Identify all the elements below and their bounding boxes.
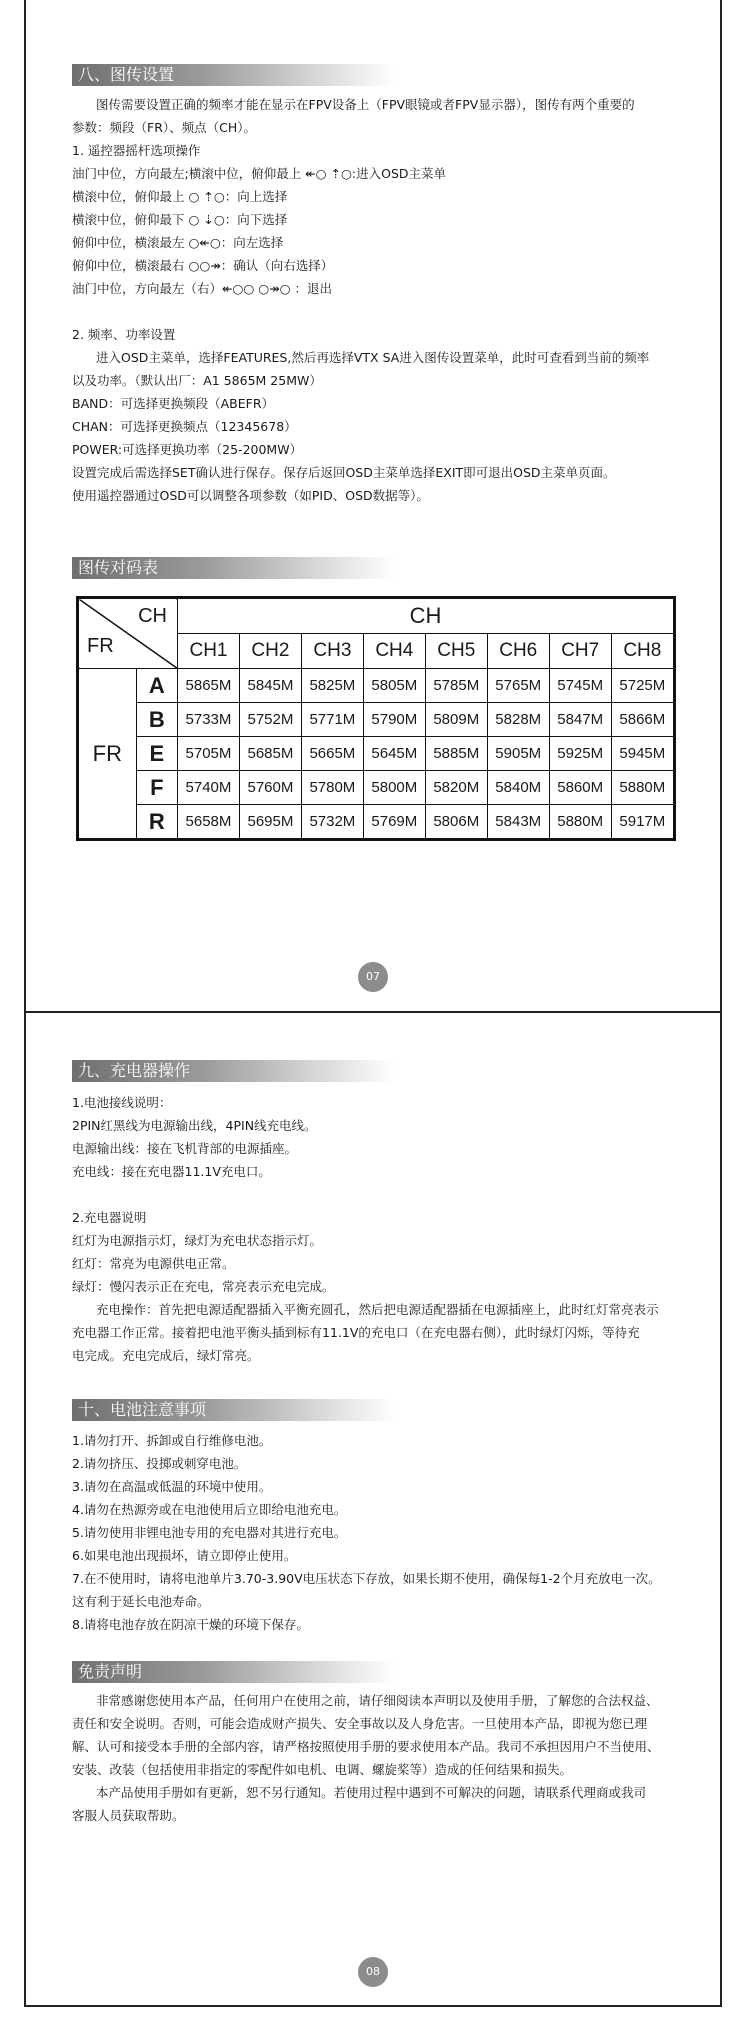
freq-cell: 5825M [301, 669, 363, 703]
band-label: R [136, 805, 177, 840]
freq-cell: 5771M [301, 703, 363, 737]
battery-item: 6.如果电池出现损坏，请立即停止使用。 [72, 1548, 297, 1563]
power-line: 使用遥控器通过OSD可以调整各项参数（如PID、OSD数据等）。 [72, 488, 429, 503]
freq-cell: 5880M [611, 771, 674, 805]
stick-op-line: 俯仰中位，横滚最右 ○○↠：确认（向右选择） [72, 258, 334, 273]
intro-line: 图传需要设置正确的频率才能在显示在FPV设备上（FPV眼镜或者FPV显示器），图传有两个重要的 [96, 97, 635, 112]
freq-cell: 5905M [487, 737, 549, 771]
freq-cell: 5760M [239, 771, 301, 805]
freq-cell: 5645M [363, 737, 425, 771]
freq-cell: 5840M [487, 771, 549, 805]
subsection-title: 2. 频率、功率设置 [72, 327, 176, 342]
freq-cell: 5658M [178, 805, 240, 840]
freq-cell: 5733M [178, 703, 240, 737]
freq-cell: 5847M [549, 703, 611, 737]
battery-item: 5.请勿使用非锂电池专用的充电器对其进行充电。 [72, 1525, 347, 1540]
section-title-frequency-table: 图传对码表 [72, 557, 396, 579]
charge-op-line: 电完成。充电完成后，绿灯常亮。 [72, 1348, 260, 1363]
charger-line: 电源输出线：接在飞机背部的电源插座。 [72, 1141, 298, 1156]
charger-line: 1.电池接线说明： [72, 1095, 172, 1110]
freq-cell: 5765M [487, 669, 549, 703]
manual-page-08 [24, 1011, 722, 2007]
ch-header: CH [178, 598, 675, 634]
table-row [78, 703, 675, 737]
disclaimer-line: 本产品使用手册如有更新，恕不另行通知。若使用过程中遇到不可解决的问题，请联系代理商或我司 [96, 1785, 647, 1800]
band-label: E [136, 737, 177, 771]
freq-cell: 5925M [549, 737, 611, 771]
charger-line: 充电线：接在充电器11.1V充电口。 [72, 1164, 271, 1179]
page-number: 08 [358, 1957, 388, 1987]
battery-item: 这有利于延长电池寿命。 [72, 1594, 210, 1609]
freq-cell: 5885M [425, 737, 487, 771]
freq-cell: 5820M [425, 771, 487, 805]
battery-item: 2.请勿挤压、投掷或刺穿电池。 [72, 1456, 247, 1471]
freq-cell: 5866M [611, 703, 674, 737]
disclaimer-body [72, 1689, 712, 1827]
channel-header: CH4 [363, 634, 425, 669]
charger-body [72, 1091, 712, 1367]
table-row [78, 771, 675, 805]
band-label: A [136, 669, 177, 703]
section-title-vtx-settings: 八、图传设置 [72, 64, 396, 86]
battery-item: 7.在不使用时，请将电池单片3.70-3.90V电压状态下存放，如果长期不使用，确保每1-2个月充放电一次。 [72, 1571, 661, 1586]
power-line: BAND：可选择更换频段（ABEFR） [72, 396, 275, 411]
freq-cell: 5732M [301, 805, 363, 840]
power-line: 以及功率。（默认出厂：A1 5865M 25MW） [72, 373, 322, 388]
channel-header: CH5 [425, 634, 487, 669]
freq-cell: 5695M [239, 805, 301, 840]
channel-header: CH3 [301, 634, 363, 669]
channel-header: CH8 [611, 634, 674, 669]
battery-notes [72, 1429, 712, 1636]
stick-op-line: 油门中位，方向最左（右）↞○○ ○↠○ ：退出 [72, 281, 333, 296]
freq-cell: 5805M [363, 669, 425, 703]
power-line: 设置完成后需选择SET确认进行保存。保存后返回OSD主菜单选择EXIT即可退出OSD主菜单页面。 [72, 465, 616, 480]
freq-cell: 5745M [549, 669, 611, 703]
power-line: CHAN：可选择更换频点（12345678） [72, 419, 297, 434]
freq-cell: 5809M [425, 703, 487, 737]
freq-cell: 5865M [178, 669, 240, 703]
disclaimer-line: 客服人员获取帮助。 [72, 1808, 185, 1823]
freq-cell: 5860M [549, 771, 611, 805]
stick-op-line: 横滚中位，俯仰最下 ○ ⇣○：向下选择 [72, 212, 288, 227]
table-row [78, 669, 675, 703]
disclaimer-line: 非常感谢您使用本产品，任何用户在使用之前，请仔细阅读本声明以及使用手册，了解您的合法权益、 [96, 1693, 659, 1708]
corner-fr-label: FR [87, 635, 114, 657]
band-label: B [136, 703, 177, 737]
table-corner [78, 598, 178, 669]
freq-cell: 5752M [239, 703, 301, 737]
power-line: 进入OSD主菜单，选择FEATURES,然后再选择VTX SA进入图传设置菜单，此时可查看到当前的频率 [96, 350, 650, 365]
battery-item: 1.请勿打开、拆卸或自行维修电池。 [72, 1433, 272, 1448]
subsection-title: 1. 遥控器摇杆选项操作 [72, 143, 201, 158]
charger-line: 2.充电器说明 [72, 1210, 147, 1225]
channel-header: CH6 [487, 634, 549, 669]
frequency-table [76, 596, 676, 841]
charger-line: 红灯为电源指示灯，绿灯为充电状态指示灯。 [72, 1233, 323, 1248]
power-line: POWER:可选择更换功率（25-200MW） [72, 442, 303, 457]
channel-header: CH1 [178, 634, 240, 669]
disclaimer-line: 解、认可和接受本手册的全部内容，请严格按照使用手册的要求使用本产品。我司不承担因用户不当使用、 [72, 1739, 660, 1754]
freq-cell: 5843M [487, 805, 549, 840]
manual-page-07 [24, 0, 722, 1013]
freq-cell: 5665M [301, 737, 363, 771]
charger-line: 红灯：常亮为电源供电正常。 [72, 1256, 235, 1271]
stick-op-line: 油门中位，方向最左;横滚中位，俯仰最上 ↞○ ⇡○:进入OSD主菜单 [72, 166, 447, 181]
freq-cell: 5769M [363, 805, 425, 840]
disclaimer-line: 责任和安全说明。否则，可能会造成财产损失、安全事故以及人身危害。一旦使用本产品，即视为您已理 [72, 1716, 648, 1731]
charge-op-line: 充电操作：首先把电源适配器插入平衡充圆孔，然后把电源适配器插在电源插座上，此时红灯常亮表示 [96, 1302, 659, 1317]
freq-cell: 5780M [301, 771, 363, 805]
disclaimer-line: 安装、改装（包括使用非指定的零配件如电机、电调、螺旋桨等）造成的任何结果和损失。 [72, 1762, 573, 1777]
channel-header: CH2 [239, 634, 301, 669]
corner-ch-label: CH [138, 605, 167, 627]
stick-op-line: 横滚中位，俯仰最上 ○ ⇡○：向上选择 [72, 189, 288, 204]
freq-cell: 5705M [178, 737, 240, 771]
table-row [78, 805, 675, 840]
intro-line: 参数：频段（FR）、频点（CH）。 [72, 120, 257, 135]
freq-cell: 5790M [363, 703, 425, 737]
channel-header: CH7 [549, 634, 611, 669]
section-title-disclaimer: 免责声明 [72, 1661, 396, 1683]
charger-line: 2PIN红黑线为电源输出线，4PIN线充电线。 [72, 1118, 317, 1133]
freq-cell: 5806M [425, 805, 487, 840]
charger-line: 绿灯：慢闪表示正在充电，常亮表示充电完成。 [72, 1279, 335, 1294]
fr-row-label: FR [78, 669, 137, 840]
freq-cell: 5880M [549, 805, 611, 840]
vtx-settings-body [72, 93, 712, 507]
freq-cell: 5800M [363, 771, 425, 805]
freq-cell: 5845M [239, 669, 301, 703]
freq-cell: 5785M [425, 669, 487, 703]
freq-cell: 5917M [611, 805, 674, 840]
section-title-battery: 十、电池注意事项 [72, 1399, 396, 1421]
freq-cell: 5828M [487, 703, 549, 737]
freq-cell: 5945M [611, 737, 674, 771]
freq-cell: 5685M [239, 737, 301, 771]
band-label: F [136, 771, 177, 805]
freq-cell: 5725M [611, 669, 674, 703]
battery-item: 3.请勿在高温或低温的环境中使用。 [72, 1479, 272, 1494]
freq-cell: 5740M [178, 771, 240, 805]
stick-op-line: 俯仰中位，横滚最左 ○↞○：向左选择 [72, 235, 284, 250]
charge-op-line: 充电器工作正常。接着把电池平衡头插到标有11.1V的充电口（在充电器右侧），此时绿灯闪烁，等待充 [72, 1325, 640, 1340]
battery-item: 8.请将电池存放在阴凉干燥的环境下保存。 [72, 1617, 309, 1632]
section-title-charger: 九、充电器操作 [72, 1060, 396, 1082]
page-number: 07 [358, 962, 388, 992]
table-row [78, 737, 675, 771]
battery-item: 4.请勿在热源旁或在电池使用后立即给电池充电。 [72, 1502, 347, 1517]
